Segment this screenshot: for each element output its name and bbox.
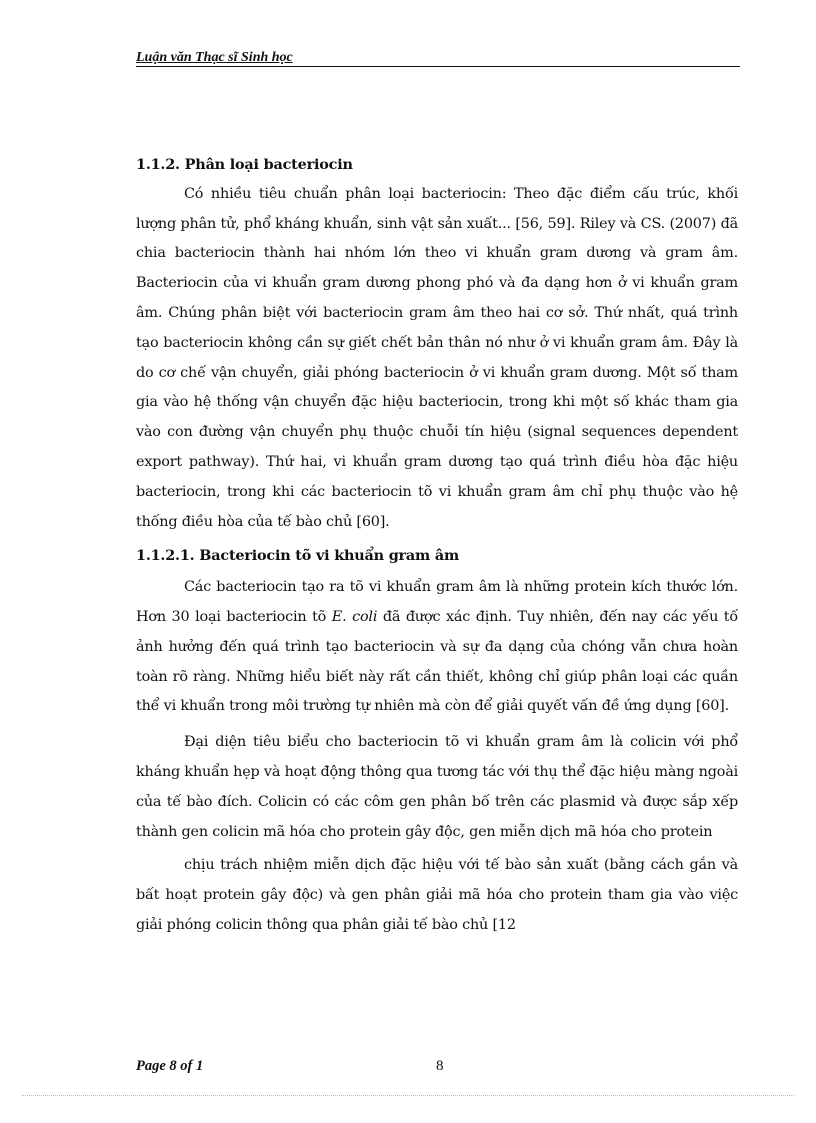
page-number: 8 (436, 1058, 444, 1074)
page-label: Page 8 of 1 (136, 1058, 204, 1074)
page-header (136, 50, 740, 67)
paragraph-gram-negative (136, 573, 738, 722)
paragraph-colicin: Đại diện tiêu biểu cho bacteriocin tõ vi khuẩn gram âm là colicin với phổ kháng khuẩn hẹp và hoạt động thông qua tương tác với thụ thể đặc hiệu màng ngoài của tế bào đích. Colicin có các côm gen phân bố trên các plasmid và được sắp xếp thành gen colicin mã hóa cho protein gây độc, gen miễn dịch mã hóa cho protein (136, 734, 738, 840)
header-title: Luận văn Thạc sĩ Sinh học (136, 50, 293, 65)
paragraph-classification: Có nhiều tiêu chuẩn phân loại bacteriocin: Theo đặc điểm cấu trúc, khối lượng phân tử, phổ kháng khuẩn, sinh vật sản xuất... [56, 59]. Riley và CS. (2007) đã chia bacteriocin thành hai nhóm lớn theo vi khuẩn gram dương và gram âm. Bacteriocin của vi khuẩn gram dương phong phó và đa dạng hơn ở vi khuẩn gram âm. Chúng phân biệt với bacteriocin gram âm theo hai cơ sở. Thứ nhất, quá trình tạo bacteriocin không cần sự giết chết bản thân nó như ở vi khuẩn gram âm. Đây là do cơ chế vận chuyển, giải phóng bacteriocin ở vi khuẩn gram dương. Một số tham gia vào hệ thống vận chuyển đặc hiệu bacteriocin, trong khi một số khác tham gia vào con đường vận chuyển phụ thuộc chuỗi tín hiệu (signal sequences dependent export pathway). Thứ hai, vi khuẩn gram dương tạo quá trình điều hòa đặc hiệu bacteriocin, trong khi các bacteriocin tõ vi khuẩn gram âm chỉ phụ thuộc vào hệ thống điều hòa của tế bào chủ [60]. (136, 185, 738, 530)
paragraph-colicin-continued: chịu trách nhiệm miễn dịch đặc hiệu với tế bào sản xuất (bằng cách gắn và bất hoạt protein gây độc) và gen phân giải mã hóa cho protein tham gia vào việc giải phóng colicin thông qua phân giải tế bào chủ [12 (136, 857, 738, 933)
paragraph-gram-negative-text-1: Các bacteriocin tạo ra tõ vi khuẩn gram âm là những protein kích thước lớn. Hơn 30 loại bacteriocin tõ (136, 579, 738, 625)
page-bottom-divider (22, 1095, 794, 1096)
subsection-heading: 1.1.2.1. Bacteriocin tõ vi khuẩn gram âm (136, 547, 460, 565)
document-body (136, 150, 738, 941)
section-heading: 1.1.2. Phân loại bacteriocin (136, 156, 353, 173)
paragraph-gram-negative-text-2: đã được xác định. Tuy nhiên, đến nay các yếu tố ảnh hưởng đến quá trình tạo bacteriocin và sự đa dạng của chóng vẫn chưa hoàn toàn rõ ràng. Những hiểu biết này rất cần thiết, không chỉ giúp phân loại các quần thể vi khuẩn trong môi trường tự nhiên mà còn để giải quyết vấn đề ứng dụng [60]. (136, 608, 738, 715)
species-name: E. coli (331, 608, 378, 625)
